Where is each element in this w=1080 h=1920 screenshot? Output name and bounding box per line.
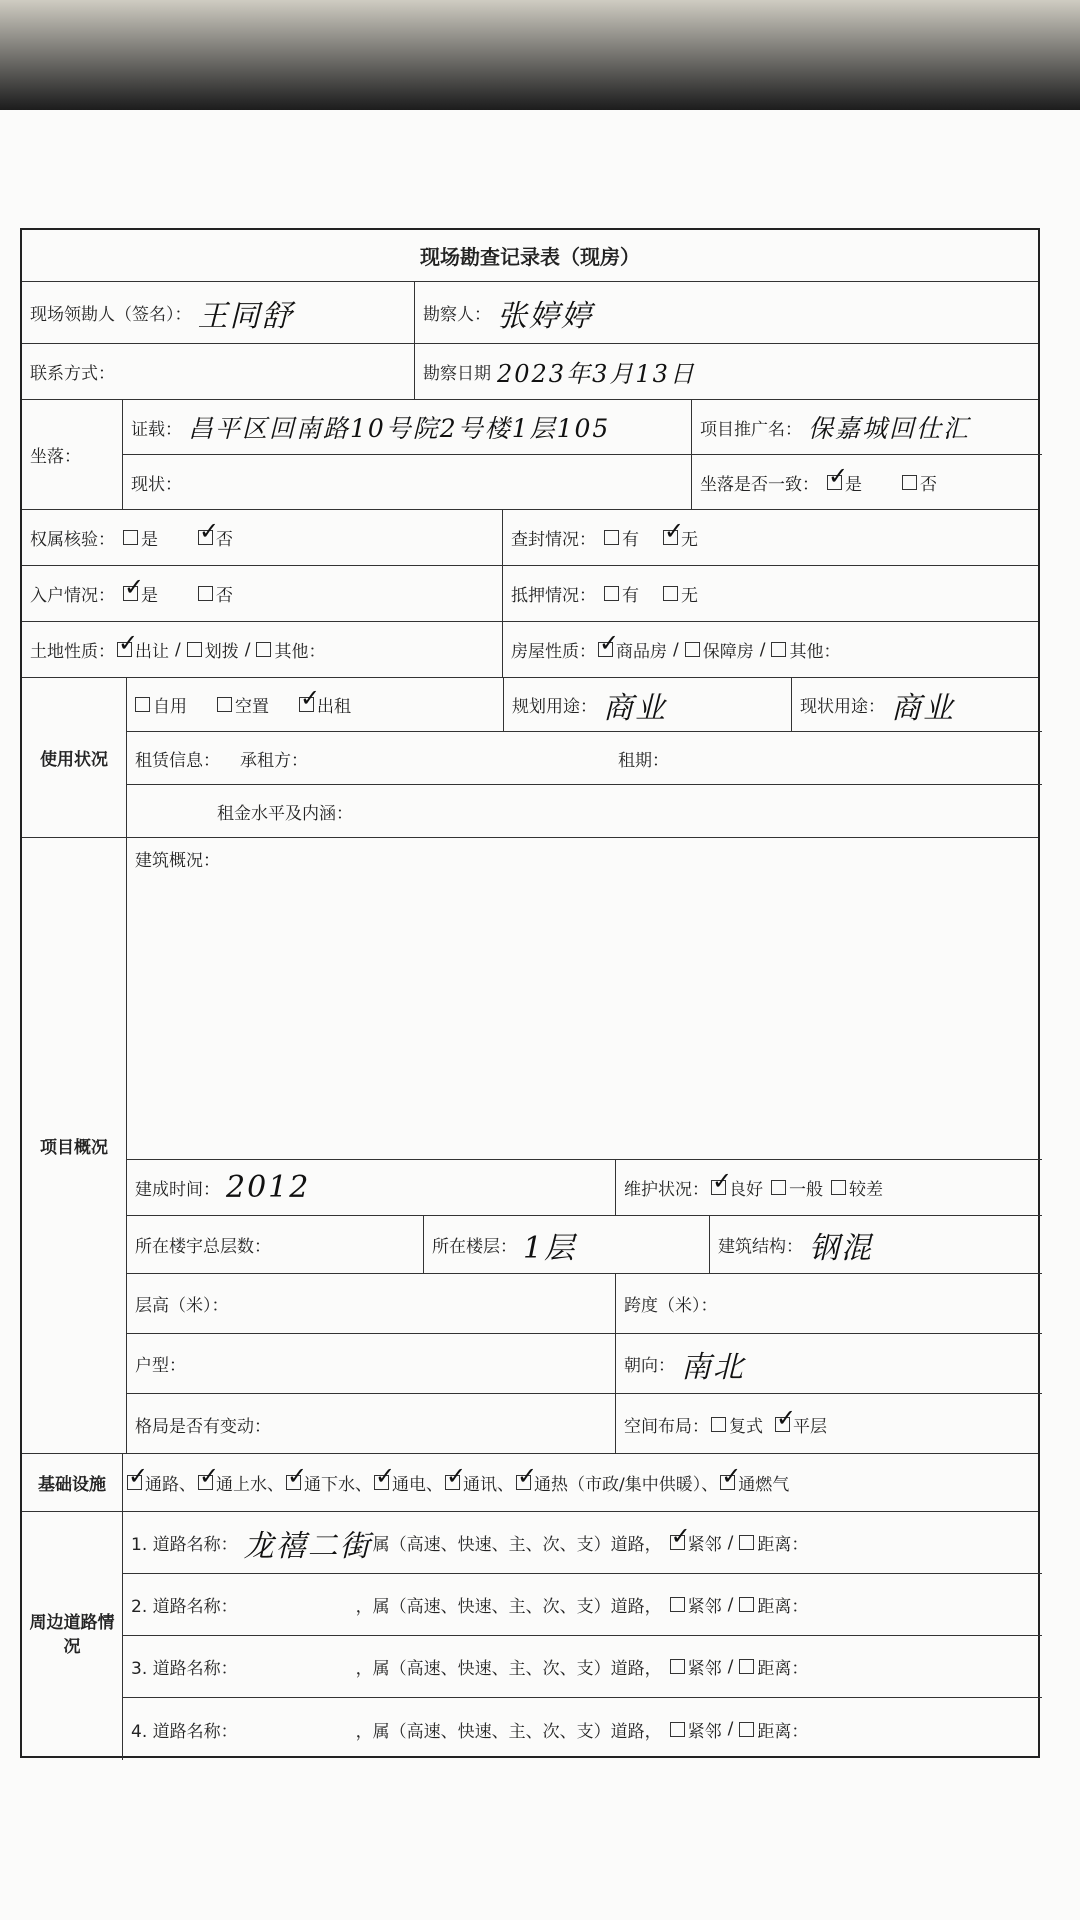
contact-label: 联系方式： [30, 364, 115, 384]
road-1-sep: / [727, 1532, 734, 1553]
infra-gas-checkbox[interactable] [720, 1475, 735, 1490]
infra-drain-checkbox[interactable] [286, 1475, 301, 1490]
space-flat-checkbox[interactable] [775, 1417, 790, 1432]
current-use-cell [791, 678, 1043, 731]
road-row-4 [123, 1698, 1042, 1760]
usage-block [22, 678, 1038, 838]
road-4-mid: ，属（高速、快速、主、次、支）道路， [355, 1721, 662, 1742]
seal-none-checkbox[interactable] [663, 530, 678, 545]
entry-yes-label: 是 [141, 586, 158, 606]
road-1-name: 龙禧二街 [243, 1528, 372, 1564]
land-sep-1: / [175, 639, 181, 660]
layout-subrow [127, 1334, 1042, 1394]
usage-opt-rent: 出租 [317, 697, 351, 717]
entry-row [22, 566, 1038, 622]
lease-cell [127, 732, 1042, 784]
maint-opt-poor: 较差 [849, 1180, 883, 1200]
structure-label: 建筑结构： [718, 1237, 803, 1257]
contact-row [22, 344, 1038, 400]
cert-label: 证载： [131, 419, 182, 440]
background-desk [0, 0, 1080, 118]
cert-value: 昌平区回南路10号院2号楼1层105 [188, 414, 611, 443]
ownership-label: 权属核验： [30, 530, 115, 550]
mortgage-have-label: 有 [622, 586, 639, 606]
nature-row [22, 622, 1038, 678]
planned-use-label: 规划用途： [512, 697, 597, 717]
location-subtable [122, 400, 1042, 509]
land-sep-2: / [244, 639, 251, 660]
built-value: 2012 [226, 1170, 311, 1205]
road-3-near-checkbox[interactable] [670, 1659, 685, 1674]
orient-value: 南北 [681, 1349, 745, 1385]
road-2-mid: ，属（高速、快速、主、次、支）道路， [355, 1597, 662, 1617]
date-value: 2023年3月13日 [497, 360, 696, 388]
road-2-prefix: 2. 道路名称： [131, 1597, 238, 1617]
maint-poor-checkbox[interactable] [831, 1180, 846, 1195]
seal-label: 查封情况： [511, 530, 596, 550]
built-cell [127, 1160, 615, 1215]
building-overview-area [127, 838, 1042, 1160]
infra-opt-gas: 通燃气 [738, 1475, 790, 1495]
road-3-far: 距离： [757, 1659, 809, 1679]
road-4-sep: / [727, 1719, 734, 1739]
house-opt-commercial: 商品房 [616, 642, 667, 662]
ownership-no-label: 否 [216, 530, 233, 550]
house-cell [502, 622, 1042, 677]
entry-cell [22, 566, 502, 621]
consistent-cell [691, 455, 1043, 510]
lease-label: 租赁信息： [135, 750, 220, 771]
infra-row [22, 1454, 1038, 1512]
surveyor-label: 勘察人： [423, 305, 491, 325]
land-transfer-checkbox[interactable] [117, 642, 132, 657]
mortgage-none-label: 无 [681, 586, 698, 606]
house-label: 房屋性质： [511, 642, 596, 662]
mortgage-cell [502, 566, 1042, 621]
road-subtable [122, 1512, 1042, 1760]
floor-subrow [127, 1216, 1042, 1274]
maint-opt-good: 良好 [729, 1180, 763, 1200]
usage-label: 使用状况 [40, 750, 108, 770]
land-opt-allocate: 划拨 [204, 642, 239, 662]
usage-subrow-2 [127, 732, 1042, 785]
road-row-2 [123, 1574, 1042, 1636]
usage-vacant-checkbox[interactable] [217, 697, 232, 712]
seal-have-label: 有 [622, 530, 639, 550]
surveyor-cell [414, 282, 1042, 343]
form-title: 现场勘查记录表（现房） [420, 245, 640, 269]
mortgage-none-checkbox[interactable] [663, 586, 678, 601]
road-3-sep: / [727, 1656, 734, 1677]
project-label: 项目概况 [40, 1138, 108, 1158]
actual-subrow [123, 455, 1042, 510]
mortgage-label: 抵押情况： [511, 586, 596, 606]
road-1-near-checkbox[interactable] [670, 1535, 685, 1550]
structure-value: 钢混 [809, 1230, 873, 1266]
usage-subrow-3 [127, 785, 1042, 838]
maint-label: 维护状况： [624, 1180, 709, 1200]
road-1-far-checkbox[interactable] [739, 1535, 754, 1550]
promo-cell [691, 400, 1043, 454]
space-label: 空间布局： [624, 1416, 709, 1437]
land-cell [22, 622, 502, 677]
maint-normal-checkbox[interactable] [771, 1180, 786, 1195]
space-opt-duplex: 复式 [729, 1416, 763, 1437]
consistent-label: 坐落是否一致： [700, 475, 819, 495]
project-block [22, 838, 1038, 1454]
road-2-sep: / [727, 1594, 734, 1615]
house-commercial-checkbox[interactable] [598, 642, 613, 657]
house-opt-other: 其他： [789, 642, 841, 662]
actual-label: 现状： [131, 475, 182, 495]
infra-water-checkbox[interactable] [198, 1475, 213, 1490]
usage-rent-checkbox[interactable] [299, 697, 314, 712]
building-label: 建筑概况： [135, 851, 220, 871]
location-row [22, 400, 1038, 510]
land-opt-transfer: 出让 [135, 642, 169, 662]
planned-use-cell [503, 678, 791, 731]
usage-opts-cell [127, 678, 503, 731]
floor-cell [423, 1216, 709, 1273]
floor-label: 所在楼层： [432, 1237, 517, 1257]
road-row-1 [123, 1512, 1042, 1574]
change-label: 格局是否有变动： [135, 1416, 271, 1437]
structure-cell [709, 1216, 1043, 1273]
infra-opt-drain: 通下水、 [304, 1475, 372, 1495]
promo-label: 项目推广名： [700, 419, 802, 440]
road-1-prefix: 1. 道路名称： [131, 1535, 238, 1555]
consistent-yes-label: 是 [845, 475, 862, 495]
people-row [22, 282, 1038, 344]
change-subrow [127, 1394, 1042, 1454]
planned-use-value: 商业 [603, 690, 667, 726]
house-opt-affordable: 保障房 [702, 642, 754, 662]
infra-label: 基础设施 [38, 1475, 106, 1495]
entry-label: 入户情况： [30, 586, 115, 606]
cert-subrow [123, 400, 1042, 455]
infra-opt-water: 通上水、 [216, 1475, 284, 1495]
road-3-near: 紧邻 [687, 1659, 722, 1679]
maint-good-checkbox[interactable] [711, 1180, 726, 1195]
road-3-far-checkbox[interactable] [739, 1659, 754, 1674]
current-use-label: 现状用途： [800, 697, 885, 717]
promo-value: 保嘉城回仕汇 [808, 414, 971, 443]
tenant-label: 承租方： [240, 750, 308, 771]
road-1-near: 紧邻 [687, 1535, 722, 1555]
ownership-cell [22, 510, 502, 565]
road-4-prefix: 4. 道路名称： [131, 1721, 238, 1742]
space-opt-flat: 平层 [793, 1416, 827, 1437]
land-other-checkbox[interactable] [256, 642, 271, 657]
road-3-prefix: 3. 道路名称： [131, 1659, 238, 1679]
entry-no-checkbox[interactable] [198, 586, 213, 601]
usage-self-checkbox[interactable] [135, 697, 150, 712]
seal-cell [502, 510, 1042, 565]
built-label: 建成时间： [135, 1180, 220, 1200]
ownership-yes-checkbox[interactable] [123, 530, 138, 545]
infra-telecom-checkbox[interactable] [445, 1475, 460, 1490]
mortgage-have-checkbox[interactable] [604, 586, 619, 601]
infra-opt-telecom: 通讯、 [463, 1475, 514, 1495]
layout-label: 户型： [135, 1356, 186, 1376]
road-4-far: 距离： [757, 1721, 809, 1742]
date-label: 勘察日期 [423, 364, 491, 384]
road-block [22, 1512, 1038, 1760]
road-1-mid: ，属（高速、快速、主、次、支）道路， [355, 1535, 662, 1555]
orient-cell [615, 1334, 1043, 1393]
title-row [22, 230, 1038, 282]
height-subrow [127, 1274, 1042, 1334]
consistent-no-label: 否 [920, 475, 937, 495]
survey-form [20, 228, 1040, 1758]
usage-opt-vacant: 空置 [235, 697, 269, 717]
maint-cell [615, 1160, 1043, 1215]
seal-none-label: 无 [681, 530, 698, 550]
ownership-yes-label: 是 [141, 530, 158, 550]
space-cell [615, 1394, 1043, 1454]
entry-yes-checkbox[interactable] [123, 586, 138, 601]
infra-road-checkbox[interactable] [127, 1475, 142, 1490]
house-other-checkbox[interactable] [771, 642, 786, 657]
road-4-near-checkbox[interactable] [670, 1722, 685, 1737]
location-label: 坐落： [30, 447, 81, 467]
orient-label: 朝向： [624, 1356, 675, 1376]
usage-subrow-1 [127, 678, 1042, 732]
road-2-near: 紧邻 [687, 1597, 722, 1617]
infra-power-checkbox[interactable] [374, 1475, 389, 1490]
land-allocate-checkbox[interactable] [187, 642, 202, 657]
seal-have-checkbox[interactable] [604, 530, 619, 545]
project-subtable [126, 838, 1042, 1453]
house-sep-1: / [673, 639, 679, 660]
guide-signature: 王同舒 [197, 298, 294, 334]
entry-no-label: 否 [216, 586, 233, 606]
road-row-3 [123, 1636, 1042, 1698]
road-4-far-checkbox[interactable] [739, 1722, 754, 1737]
current-use-value: 商业 [891, 690, 955, 726]
consistent-yes-checkbox[interactable] [827, 475, 842, 490]
date-cell [414, 344, 1042, 399]
rent-label: 租金水平及内涵： [217, 804, 353, 824]
infra-opt-road: 通路、 [145, 1475, 196, 1495]
road-label: 周边道路情况 [29, 1613, 115, 1657]
road-1-far: 距离： [757, 1535, 809, 1555]
span-label: 跨度（米）： [615, 1274, 1043, 1333]
height-label: 层高（米）： [135, 1296, 229, 1316]
cert-cell [123, 400, 691, 454]
space-duplex-checkbox[interactable] [711, 1417, 726, 1432]
land-opt-other: 其他： [274, 642, 326, 662]
surveyor-signature: 张婷婷 [497, 298, 593, 334]
road-2-far: 距离： [757, 1597, 809, 1617]
road-2-near-checkbox[interactable] [670, 1597, 685, 1612]
house-affordable-checkbox[interactable] [685, 642, 700, 657]
built-subrow [127, 1160, 1042, 1216]
ownership-no-checkbox[interactable] [198, 530, 213, 545]
road-2-far-checkbox[interactable] [739, 1597, 754, 1612]
infra-opts-cell [122, 1454, 1042, 1511]
lease-term-label: 租期： [618, 750, 669, 771]
usage-opt-self: 自用 [153, 697, 187, 717]
consistent-no-checkbox[interactable] [902, 475, 917, 490]
land-label: 土地性质： [30, 642, 115, 662]
floor-value: 1层 [523, 1230, 577, 1266]
maint-opt-normal: 一般 [789, 1180, 823, 1200]
guide-cell [22, 282, 414, 343]
floors-label: 所在楼宇总层数： [135, 1237, 271, 1257]
infra-opt-heat: 通热（市政/集中供暖）、 [534, 1475, 719, 1495]
infra-heat-checkbox[interactable] [516, 1475, 531, 1490]
usage-subtable [126, 678, 1042, 837]
guide-label: 现场领勘人（签名）： [30, 305, 192, 325]
road-3-mid: ，属（高速、快速、主、次、支）道路， [355, 1659, 662, 1679]
house-sep-2: / [759, 639, 766, 660]
infra-opt-power: 通电、 [392, 1475, 443, 1495]
road-4-near: 紧邻 [687, 1721, 722, 1742]
ownership-row [22, 510, 1038, 566]
